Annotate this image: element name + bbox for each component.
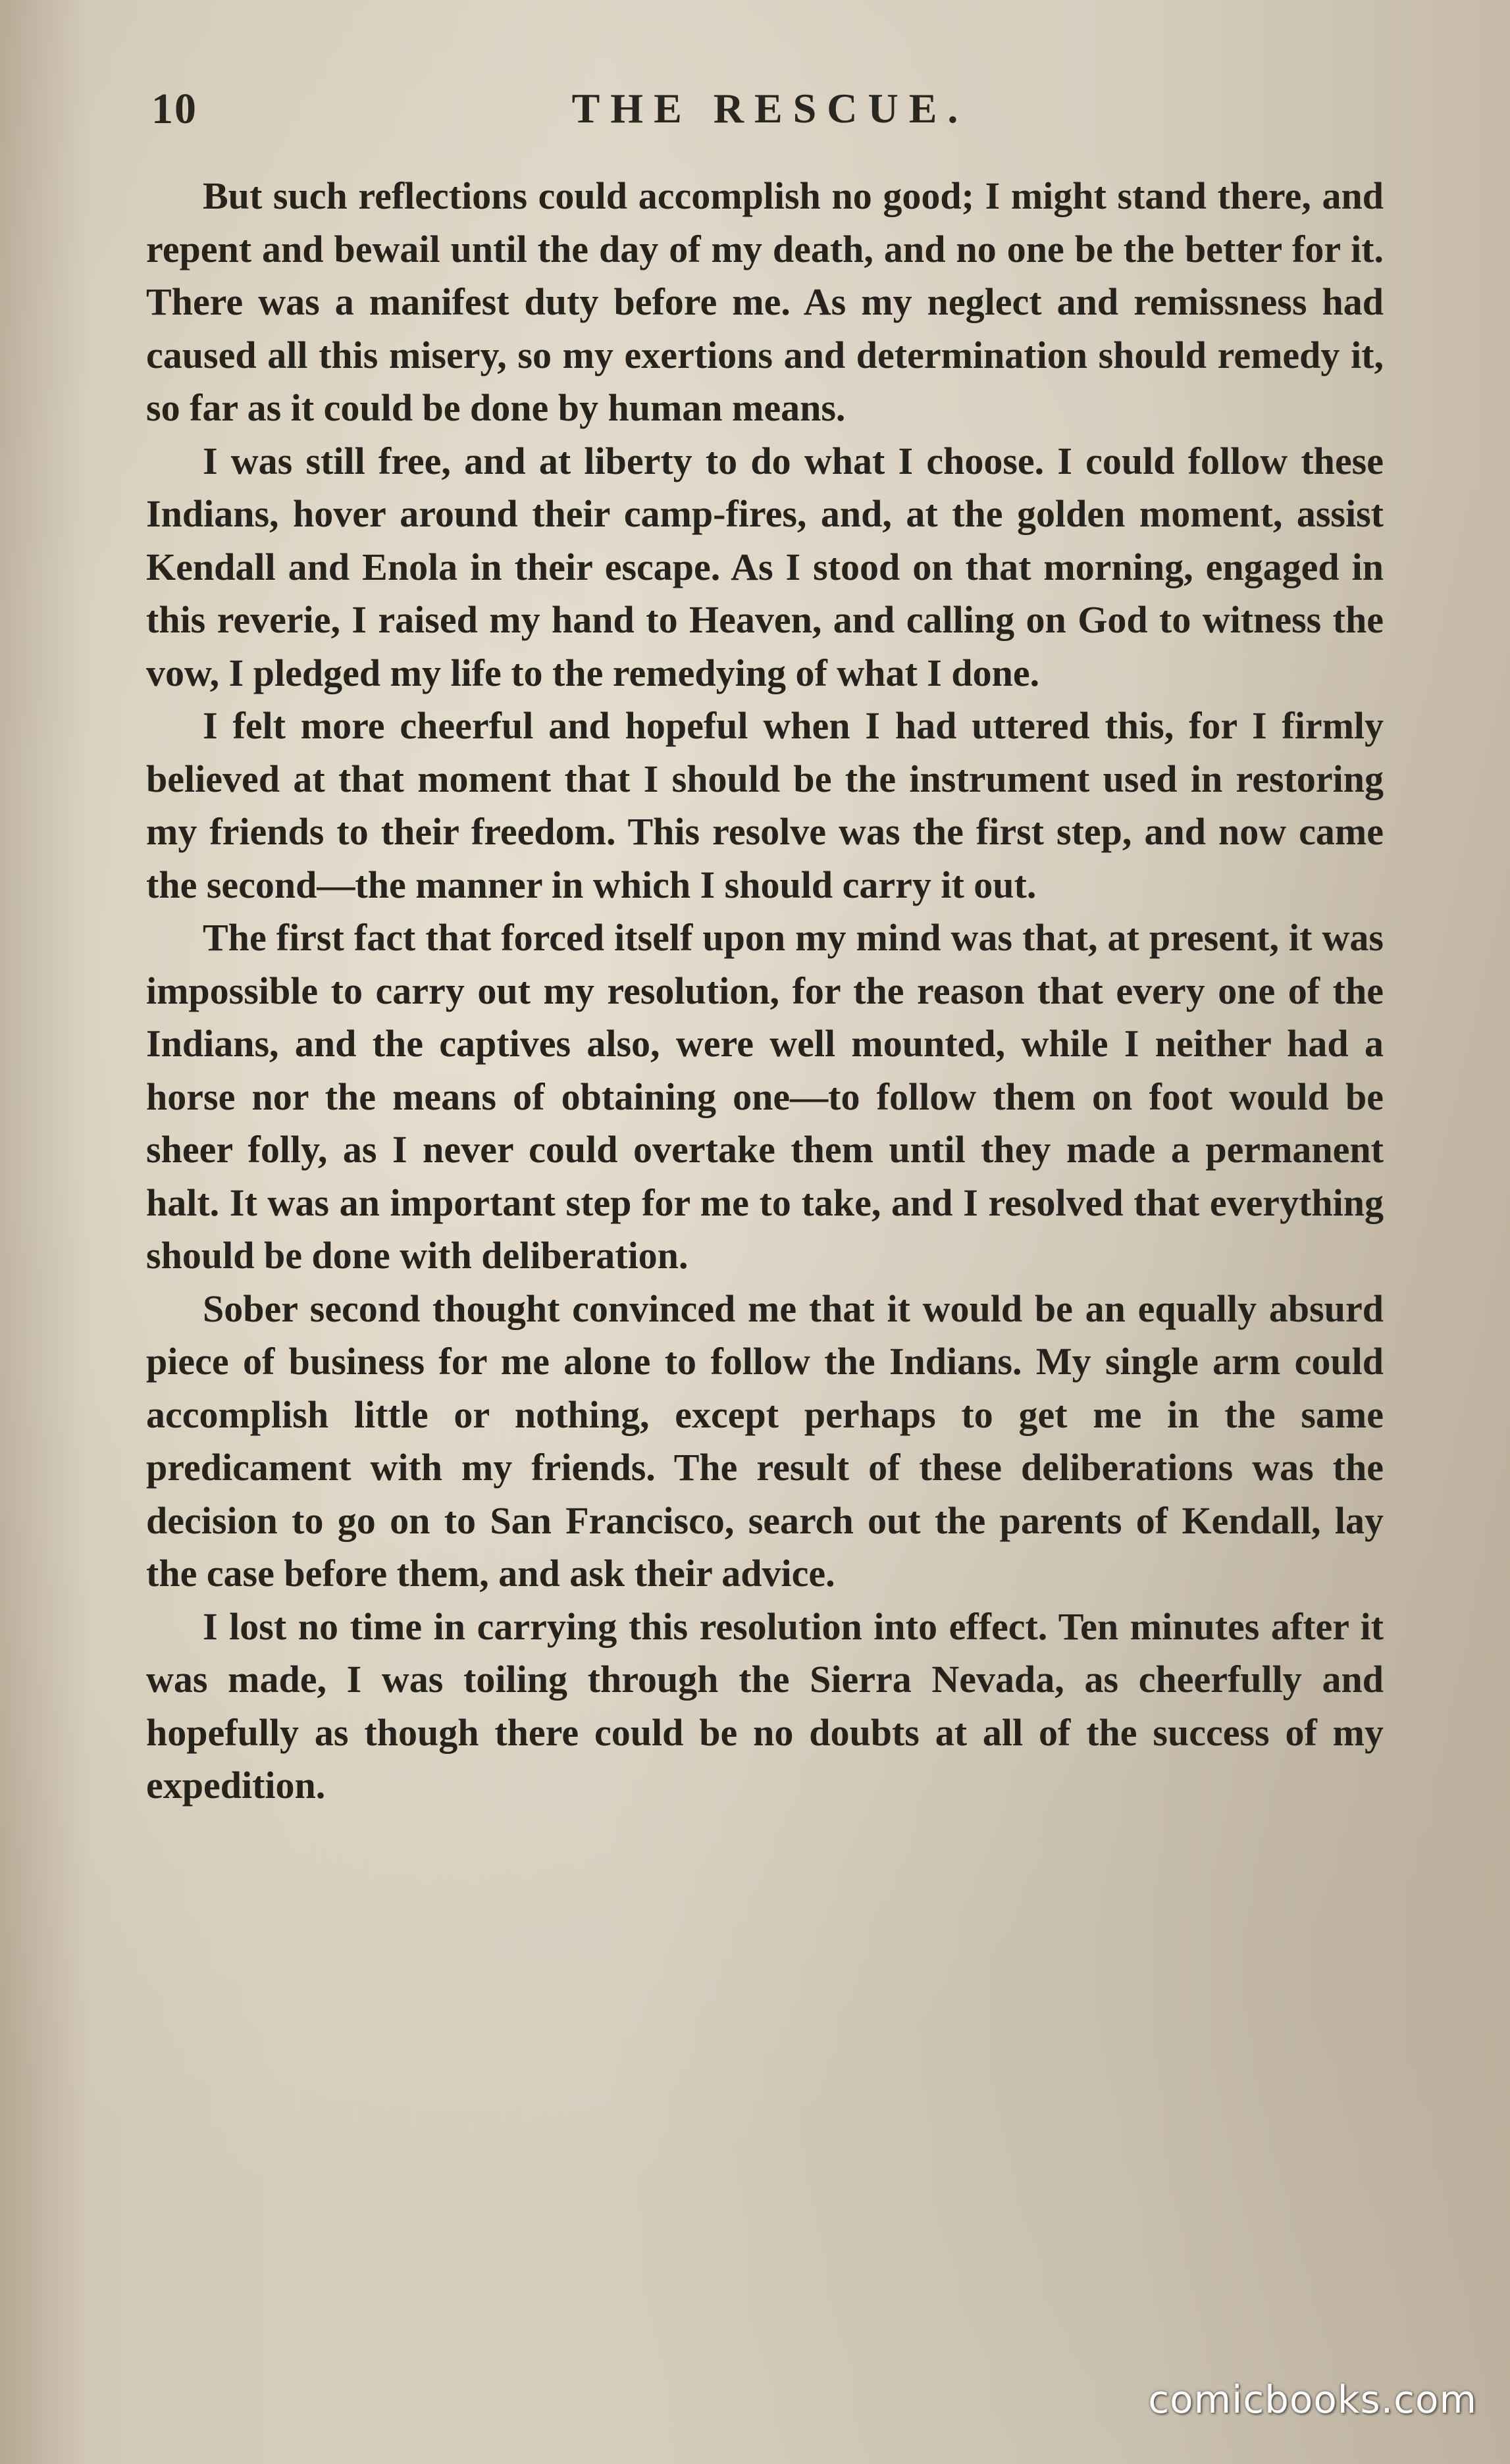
page-header bbox=[151, 84, 1389, 137]
paragraph: I was still free, and at liberty to do what I choose. I could follow these Indians, hover around their camp-fires, and, at the golden moment, assist Kendall and Enola in their escape. As I stood on that morning, engaged in this reverie, I raised my hand to Heaven, and calling on God to witness the vow, I pledged my life to the remedying of what I done. bbox=[146, 439, 1384, 694]
paragraph: But such reflections could accomplish no good; I might stand there, and repent and bewail until the day of my death, and no one be the better for it. There was a manifest duty before me. As my neglect and remissness had caused all this misery, so my exertions and determination should remedy it, so far as it could be done by human means. bbox=[146, 174, 1384, 429]
page-number: 10 bbox=[151, 85, 197, 133]
running-title: THE RESCUE. bbox=[571, 85, 969, 132]
paragraph: I felt more cheerful and hopeful when I had uttered this, for I firmly believed at that moment that I should be the instrument used in restoring my friends to their freedom. This resolve was the first step, and now came the second—the manner in which I should carry it out. bbox=[146, 704, 1384, 906]
paragraph: The first fact that forced itself upon my mind was that, at present, it was impossible to carry out my resolution, for the reason that every one of the Indians, and the captives also, were well mounted, while I neither had a horse nor the means of obtaining one—to follow them on foot would be sheer folly, as I never could overtake them until they made a permanent halt. It was an important step for me to take, and I resolved that everything should be done with deliberation. bbox=[146, 916, 1384, 1277]
paragraph: I lost no time in carrying this resolution into effect. Ten minutes after it was made, I was toiling through the Sierra Nevada, as cheerfully and hopefully as though there could be no doubts at all of the success of my expedition. bbox=[146, 1604, 1384, 1807]
paragraph: Sober second thought convinced me that it would be an equally absurd piece of business for me alone to follow the Indians. My single arm could accomplish little or nothing, except perhaps to get me in the same predicament with my friends. The result of these deliberations was the decision to go on to San Francisco, search out the parents of Kendall, lay the case before them, and ask their advice. bbox=[146, 1287, 1384, 1595]
watermark: comicbooks.com bbox=[1148, 2377, 1477, 2422]
body-text bbox=[146, 170, 1384, 1812]
